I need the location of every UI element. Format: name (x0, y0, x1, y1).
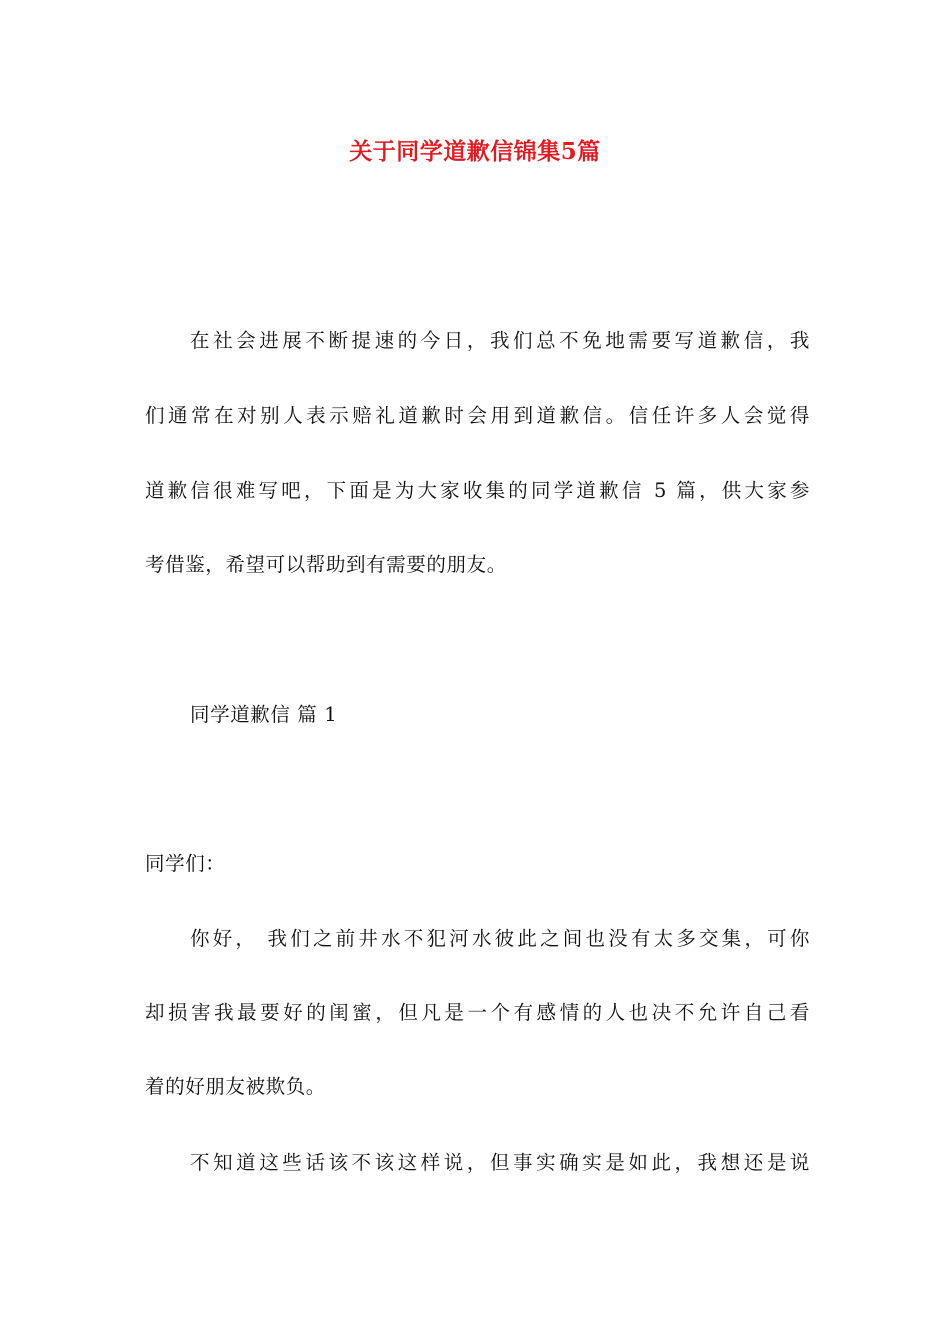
document-title: 关于同学道歉信锦集5篇 (349, 138, 601, 165)
paragraph-1-line-3: 着的好朋友被欺负。 (145, 1075, 326, 1098)
paragraph-1-line-1: 你好， 我们之前井水不犯河水彼此之间也没有太多交集，可你 (190, 927, 810, 950)
intro-line-2: 们通常在对别人表示赔礼道歉时会用到道歉信。信任许多人会觉得 (145, 404, 810, 427)
intro-line-3: 道歉信很难写吧，下面是为大家收集的同学道歉信 5 篇，供大家参 (145, 479, 810, 502)
section-heading: 同学道歉信 篇 1 (190, 703, 338, 726)
paragraph-2-line-1: 不知道这些话该不该这样说，但事实确实是如此，我想还是说 (190, 1151, 810, 1174)
intro-line-1: 在社会进展不断提速的今日，我们总不免地需要写道歉信，我 (190, 329, 810, 352)
paragraph-1-line-2: 却损害我最要好的闺蜜，但凡是一个有感情的人也决不允许自己看 (145, 1001, 810, 1024)
salutation: 同学们： (145, 852, 226, 875)
intro-line-4: 考借鉴，希望可以帮助到有需要的朋友。 (145, 553, 507, 576)
